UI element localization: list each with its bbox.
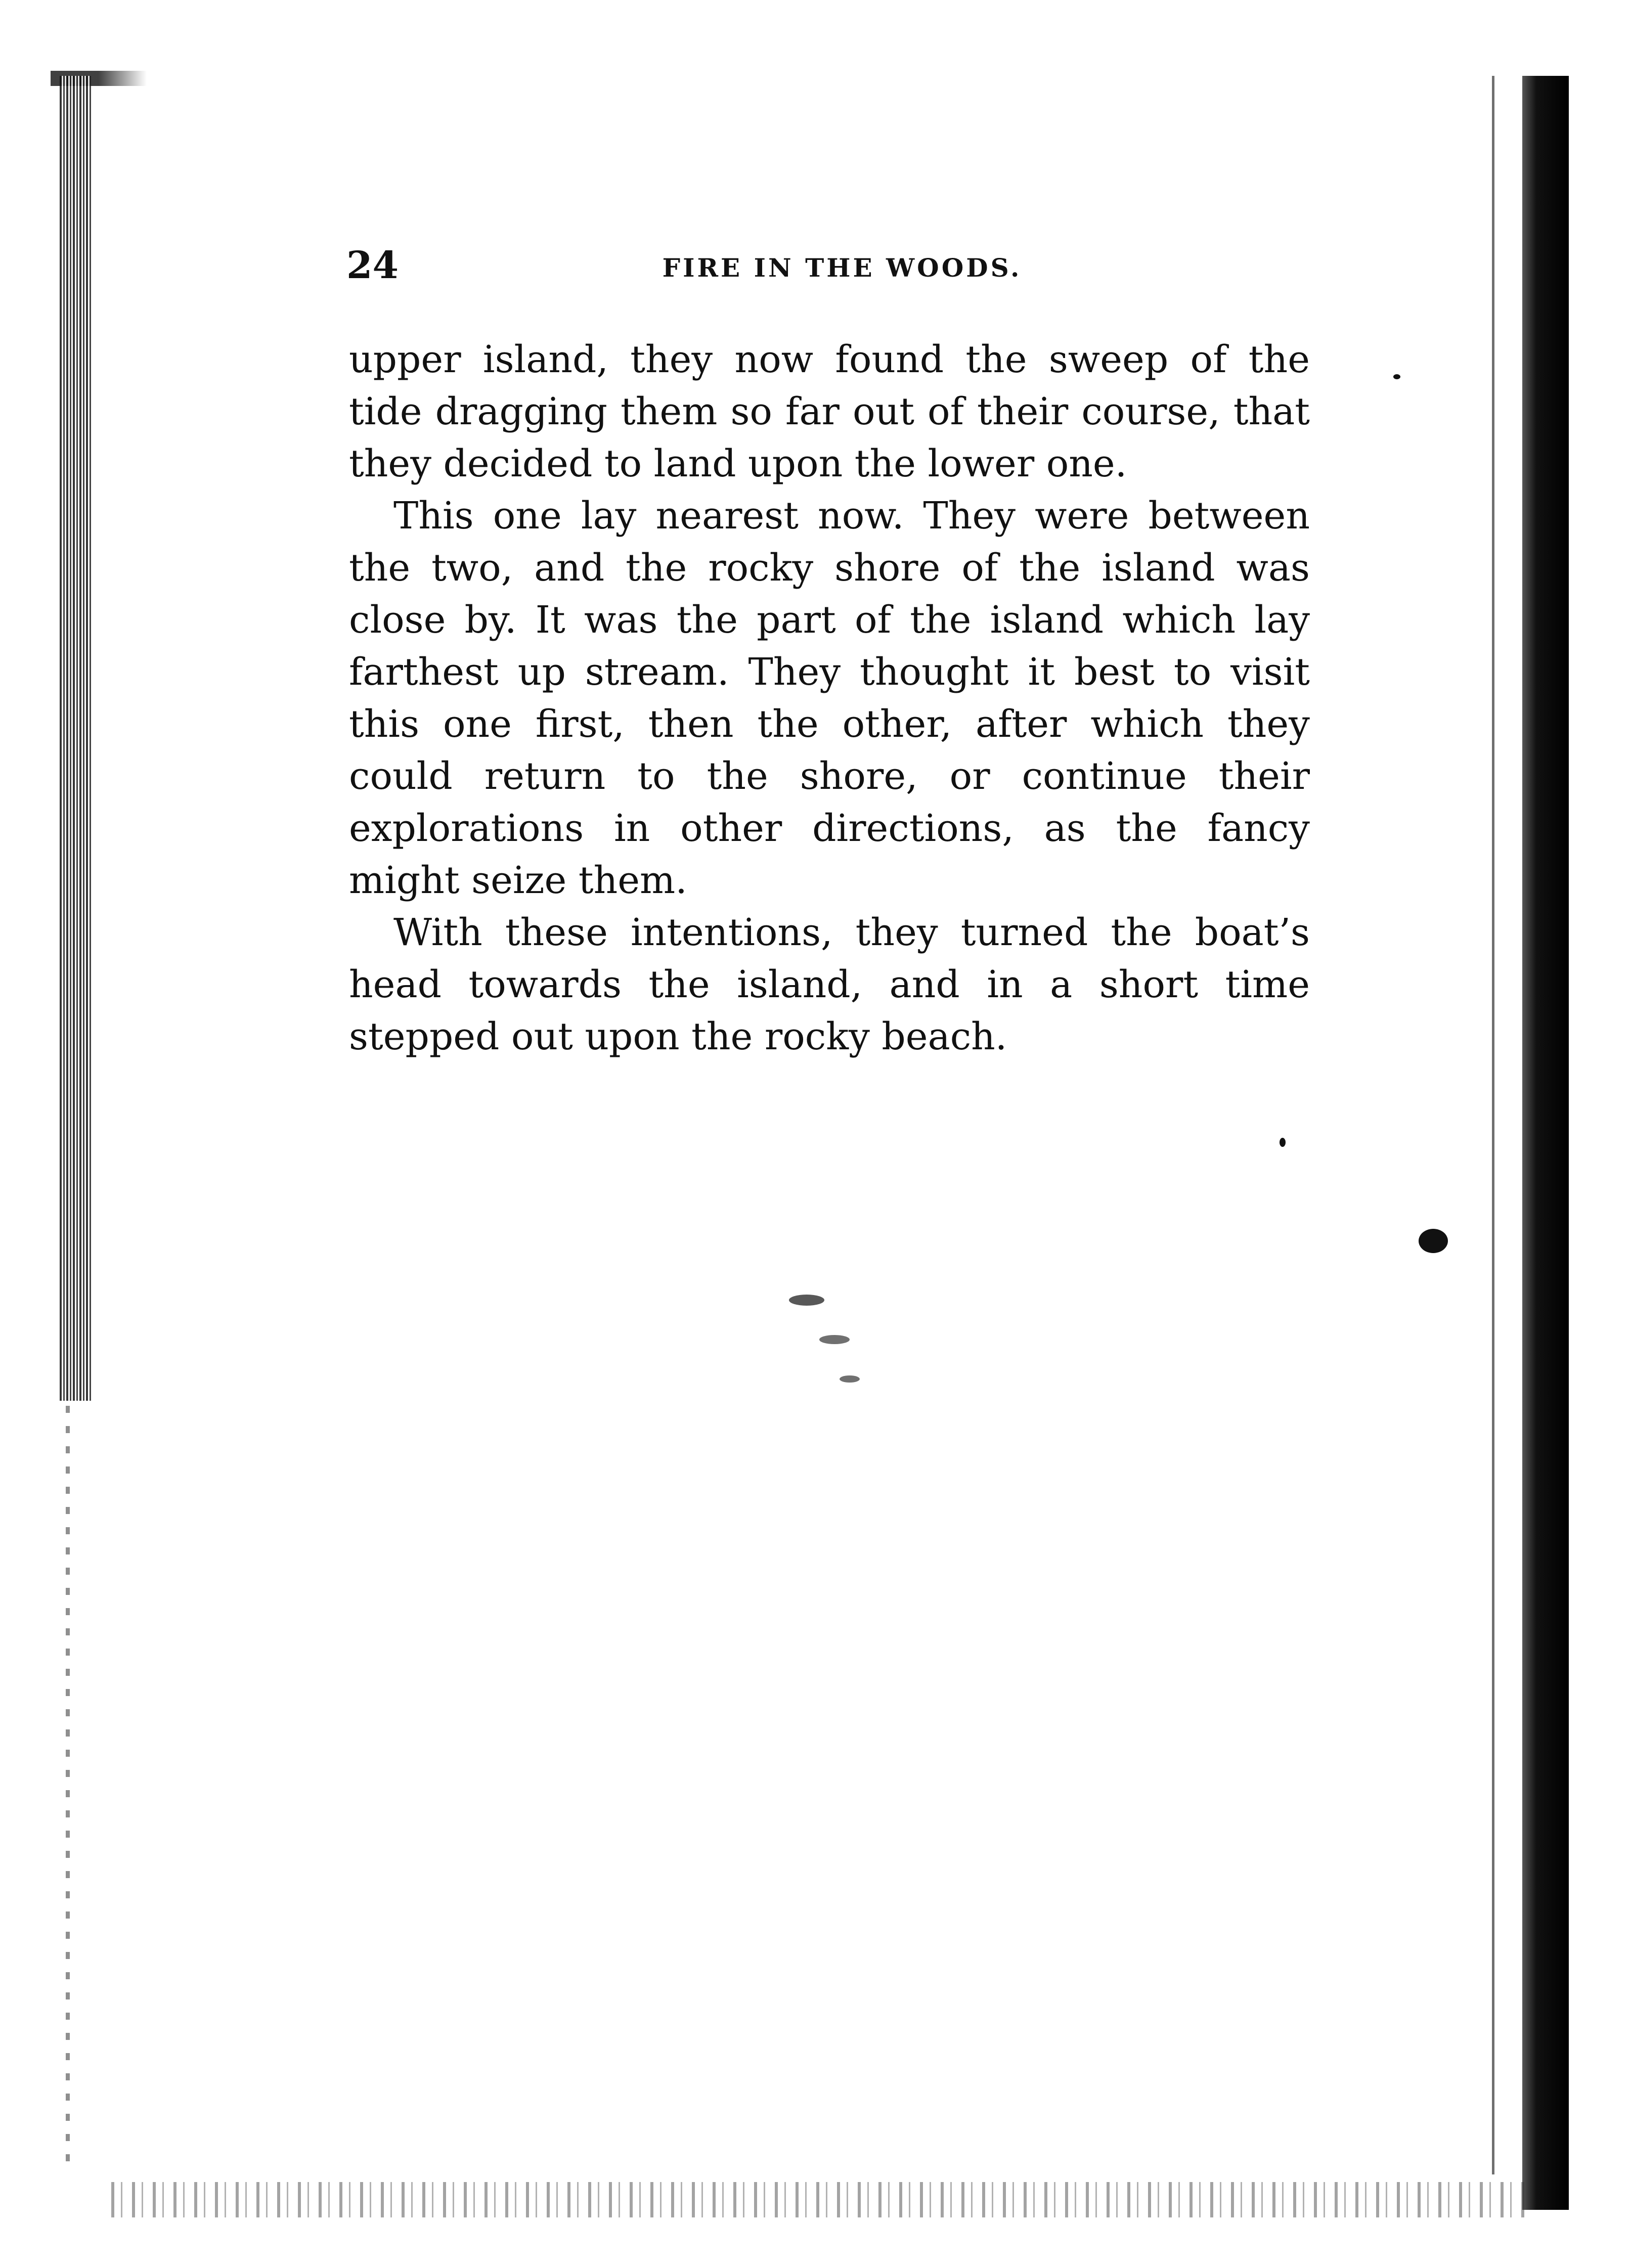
binding-edge-left [60,76,91,1401]
binding-edge-lower [66,1406,70,2164]
ink-blot [1419,1229,1448,1253]
running-title: FIRE IN THE WOODS. [662,253,1022,283]
running-head [346,240,1474,296]
ink-speck [840,1375,860,1383]
page-bottom-noise [111,2182,1527,2217]
ink-speck [819,1335,850,1344]
ink-speck [1393,374,1400,379]
binding-edge-right [1522,76,1569,2210]
paragraph: With these intentions, they turned the boat’s head towards the island, and in a short time stepped out upon the rocky beach. [349,911,1310,1058]
page-number: 24 [346,244,399,287]
body-text [349,334,1310,1063]
gutter-line [1492,76,1494,2174]
ink-speck [789,1295,824,1306]
paragraph-continued: upper island, they now found the sweep of the tide dragging them so far out of their course, that they decided to land upon the lower one. [349,338,1310,485]
ink-speck [1280,1138,1286,1147]
paragraph: This one lay nearest now. They were between the two, and the rocky shore of the island was close by. It was the part of the island which lay farthest up stream. They thought it best to visit this one first, then the other, after which they could return to the shore, or continue their explorations in other directions, as the fancy might seize them. [349,494,1310,902]
